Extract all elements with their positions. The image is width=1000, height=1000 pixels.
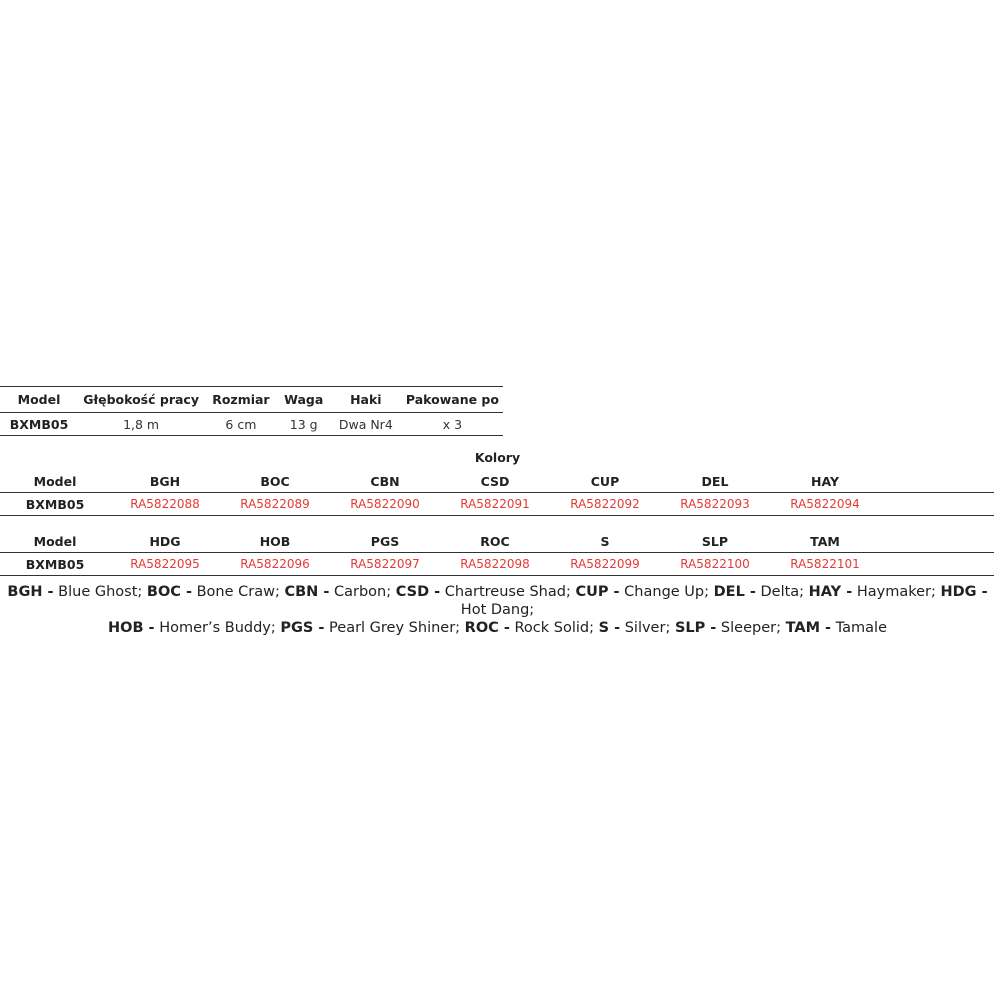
legend-name: Tamale — [831, 620, 887, 636]
color-header: CBN — [330, 470, 440, 493]
color-header-empty — [880, 530, 994, 553]
legend-name: Delta; — [755, 584, 809, 600]
color-code-link[interactable]: RA5822097 — [330, 553, 440, 576]
spec-header-hooks: Haki — [330, 387, 402, 413]
color-header: DEL — [660, 470, 770, 493]
color-code-link[interactable]: RA5822092 — [550, 493, 660, 516]
color-code-link[interactable]: RA5822100 — [660, 553, 770, 576]
color-table-2-row — [0, 553, 994, 576]
legend-code: SLP - — [674, 620, 717, 636]
color-code-link[interactable]: RA5822094 — [770, 493, 880, 516]
spec-header-depth: Głębokość pracy — [78, 387, 204, 413]
spec-cell-hooks: Dwa Nr4 — [330, 413, 402, 436]
color-table-1-row — [0, 493, 994, 516]
legend-name: Homer’s Buddy; — [154, 620, 281, 636]
spec-cell-model: BXMB05 — [0, 413, 78, 436]
legend-name: Change Up; — [619, 584, 714, 600]
color-cell-model: BXMB05 — [0, 493, 110, 516]
legend-code: CUP - — [575, 584, 620, 600]
legend-code: HDG - — [940, 584, 988, 600]
legend-name: Rock Solid; — [509, 620, 599, 636]
legend-code: DEL - — [713, 584, 756, 600]
spec-table — [0, 386, 503, 436]
legend-code: CSD - — [395, 584, 441, 600]
color-code-link[interactable]: RA5822093 — [660, 493, 770, 516]
spec-cell-depth: 1,8 m — [78, 413, 204, 436]
spec-row — [0, 413, 503, 436]
color-code-link[interactable]: RA5822098 — [440, 553, 550, 576]
spec-cell-weight: 13 g — [278, 413, 330, 436]
legend-code: BGH - — [7, 584, 54, 600]
color-cell-empty — [880, 493, 994, 516]
color-code-link[interactable]: RA5822090 — [330, 493, 440, 516]
spec-header-model: Model — [0, 387, 78, 413]
spec-cell-size: 6 cm — [204, 413, 277, 436]
legend-name: Blue Ghost; — [53, 584, 147, 600]
color-header: BGH — [110, 470, 220, 493]
legend-name: Pearl Grey Shiner; — [324, 620, 465, 636]
spec-header-size: Rozmiar — [204, 387, 277, 413]
color-header-model: Model — [0, 470, 110, 493]
color-header: HDG — [110, 530, 220, 553]
spec-cell-pack: x 3 — [402, 413, 503, 436]
legend-name: Haymaker; — [852, 584, 941, 600]
color-header-model: Model — [0, 530, 110, 553]
color-table-2-header-row — [0, 530, 994, 553]
color-table-1-header-row — [0, 470, 994, 493]
legend-code: HAY - — [808, 584, 853, 600]
color-header-empty — [880, 470, 994, 493]
color-code-link[interactable]: RA5822099 — [550, 553, 660, 576]
color-header: BOC — [220, 470, 330, 493]
color-code-link[interactable]: RA5822095 — [110, 553, 220, 576]
color-header: PGS — [330, 530, 440, 553]
legend-code: ROC - — [464, 620, 510, 636]
legend-code: HOB - — [108, 620, 155, 636]
legend-code: S - — [598, 620, 621, 636]
color-header: HOB — [220, 530, 330, 553]
legend-name: Carbon; — [329, 584, 396, 600]
spec-header-pack: Pakowane po — [402, 387, 503, 413]
color-code-link[interactable]: RA5822091 — [440, 493, 550, 516]
color-cell-empty — [880, 553, 994, 576]
color-header: CUP — [550, 470, 660, 493]
legend-code: CBN - — [284, 584, 330, 600]
color-header: TAM — [770, 530, 880, 553]
color-table-2 — [0, 530, 994, 576]
legend-name: Hot Dang; — [460, 602, 535, 618]
color-header: CSD — [440, 470, 550, 493]
legend-name: Chartreuse Shad; — [440, 584, 576, 600]
color-header: HAY — [770, 470, 880, 493]
color-code-link[interactable]: RA5822096 — [220, 553, 330, 576]
spec-header-weight: Waga — [278, 387, 330, 413]
color-header: SLP — [660, 530, 770, 553]
legend-name: Silver; — [620, 620, 675, 636]
legend-name: Sleeper; — [716, 620, 786, 636]
color-code-link[interactable]: RA5822101 — [770, 553, 880, 576]
legend-code: BOC - — [146, 584, 192, 600]
color-code-link[interactable]: RA5822088 — [110, 493, 220, 516]
color-cell-model: BXMB05 — [0, 553, 110, 576]
color-code-link[interactable]: RA5822089 — [220, 493, 330, 516]
color-header: S — [550, 530, 660, 553]
colors-title: Kolory — [474, 450, 521, 465]
color-legend — [0, 583, 995, 637]
legend-code: TAM - — [785, 620, 832, 636]
spec-header-row — [0, 387, 503, 413]
legend-code: PGS - — [280, 620, 325, 636]
color-table-1 — [0, 470, 994, 516]
color-header: ROC — [440, 530, 550, 553]
legend-name: Bone Craw; — [191, 584, 285, 600]
